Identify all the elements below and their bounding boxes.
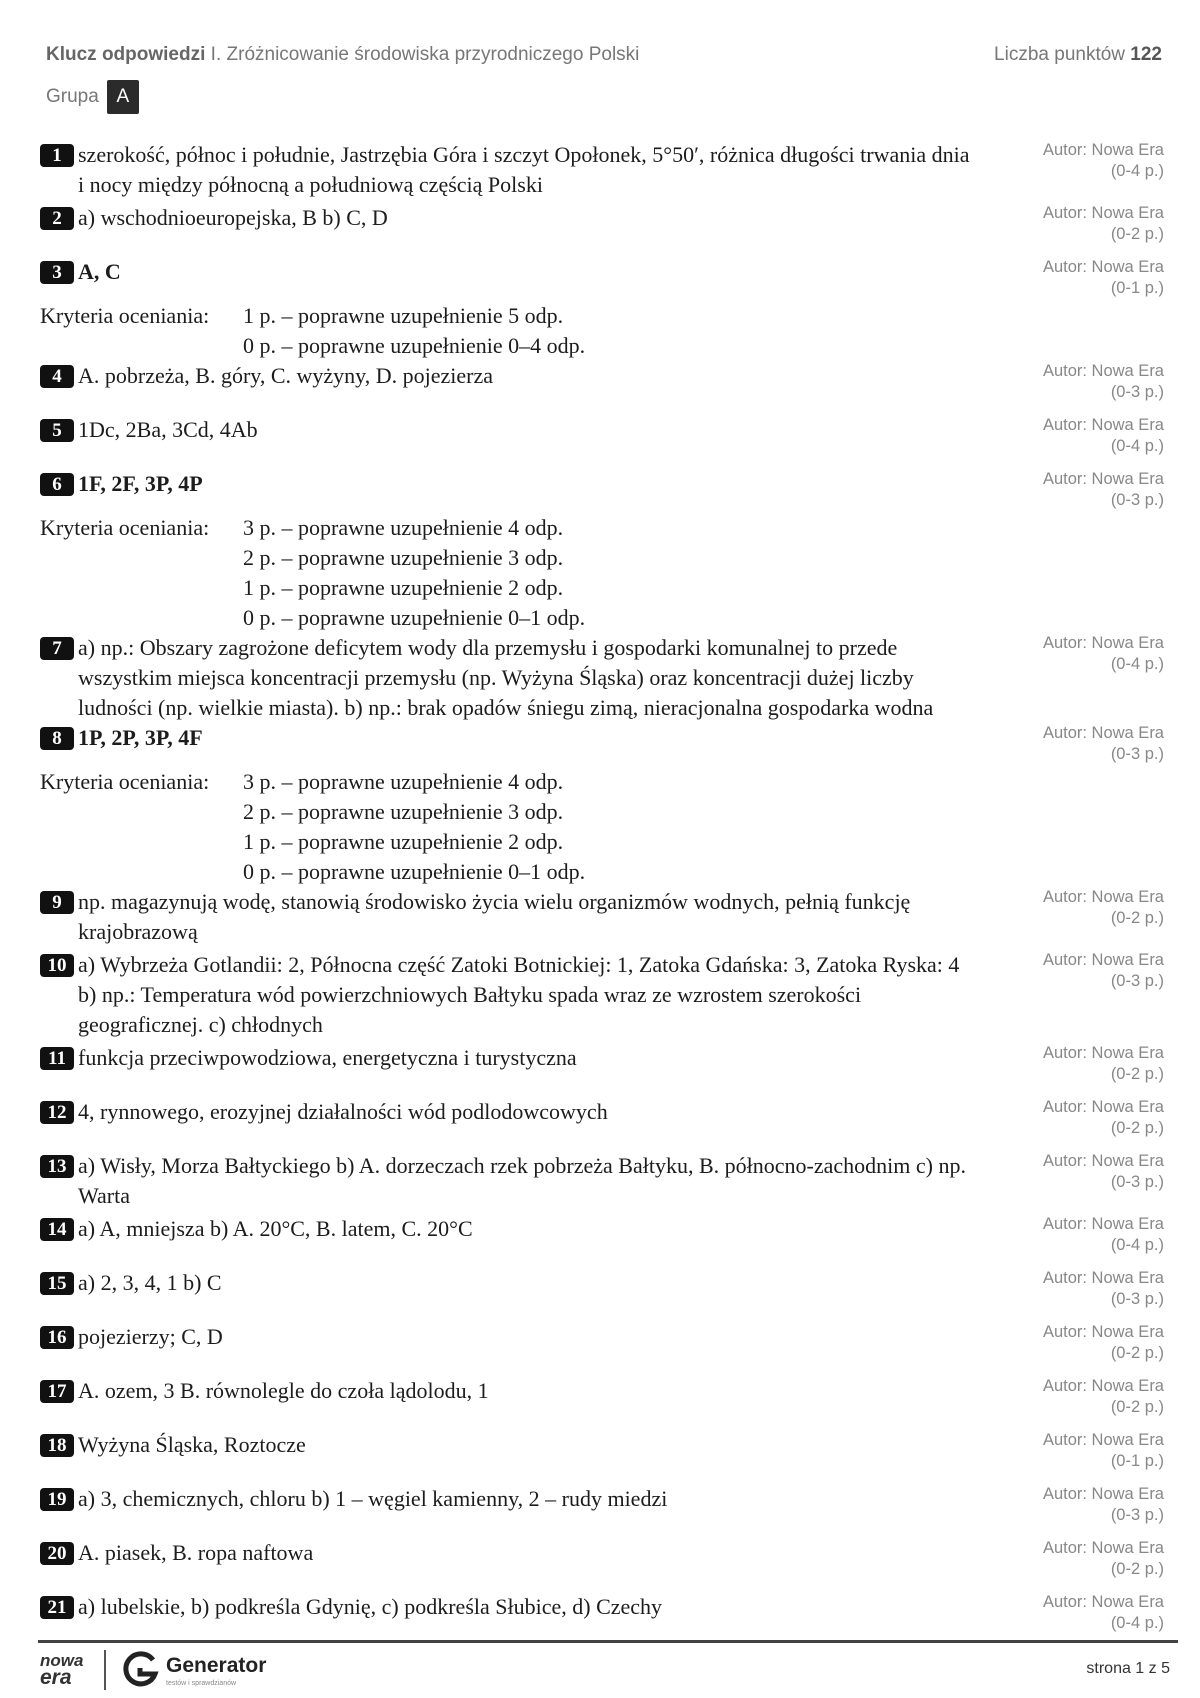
criteria-line: 1 p. – poprawne uzupełnienie 2 odp. [243,575,564,600]
answer-text: funkcja przeciwpowodziowa, energetyczna i turystyczna [78,1045,577,1070]
question-7 [40,633,1164,723]
question-meta: Autor: Nowa Era (0-3 p.) [1042,951,1164,990]
answer-text: 1Dc, 2Ba, 3Cd, 4Ab [78,417,258,442]
logo-separator [104,1650,106,1690]
question-12 [40,1097,1164,1139]
question-meta: Autor: Nowa Era (0-3 p.) [1042,724,1164,763]
question-20 [40,1538,1164,1580]
answer-text: a) np.: Obszary zagrożone deficytem wody dla przemysłu i gospodarki komunalnej to przede wszystkim miejsca koncentracji przemysłu (np. Wyżyna Śląska) oraz koncentracji dużej liczby ludności (np. wielkie miasta). b) np.: brak opadów śniegu zimą, nieracjonalna gospodarka wodna [78,635,934,720]
question-19 [40,1484,1164,1526]
document-title: Klucz odpowiedzi I. Zróżnicowanie środowiska przyrodniczego Polski [46,44,640,65]
question-meta: Autor: Nowa Era (0-3 p.) [1042,1152,1164,1191]
answer-text: 1P, 2P, 3P, 4F [78,725,203,750]
question-meta: Autor: Nowa Era (0-2 p.) [1042,1377,1164,1416]
scoring-criteria [40,301,1164,361]
criteria-line: 3 p. – poprawne uzupełnienie 4 odp. [243,515,564,540]
question-number: 3 [40,261,74,284]
nowa-era-logo: nowa era [40,1651,84,1689]
generator-tagline: testów i sprawdzianów [166,1680,237,1687]
answer-text: a) A, mniejsza b) A. 20°C, B. latem, C. 20°C [78,1216,473,1241]
group-label: Grupa [46,86,99,108]
question-meta: Autor: Nowa Era (0-2 p.) [1042,204,1164,243]
question-meta: Autor: Nowa Era (0-3 p.) [1042,1269,1164,1308]
question-9 [40,887,1164,947]
answer-text: szerokość, północ i południe, Jastrzębia Góra i szczyt Opołonek, 5°50′, różnica długości trwania dnia i nocy między północną a południową częścią Polski [78,142,970,197]
question-meta: Autor: Nowa Era (0-2 p.) [1042,1323,1164,1362]
answer-text: A. ozem, 3 B. równolegle do czoła lądolodu, 1 [78,1378,489,1403]
question-meta: Autor: Nowa Era (0-4 p.) [1042,1593,1164,1632]
answer-text: a) 3, chemicznych, chloru b) 1 – węgiel kamienny, 2 – rudy miedzi [78,1486,668,1511]
generator-wordmark: Generator [166,1654,267,1677]
question-meta: Autor: Nowa Era (0-4 p.) [1042,634,1164,673]
answer-text: np. magazynują wodę, stanowią środowisko życia wielu organizmów wodnych, pełnią funkcję krajobrazową [78,889,911,944]
question-meta: Autor: Nowa Era (0-2 p.) [1042,1539,1164,1578]
question-number: 7 [40,637,74,660]
question-13 [40,1151,1164,1211]
question-18 [40,1430,1164,1472]
answer-text: a) wschodnioeuropejska, B b) C, D [78,205,388,230]
question-2 [40,203,1164,245]
answer-text: A, C [78,259,121,284]
question-number: 6 [40,473,74,496]
question-meta: Autor: Nowa Era (0-4 p.) [1042,416,1164,455]
question-5 [40,415,1164,457]
question-11 [40,1043,1164,1085]
criteria-line: 0 p. – poprawne uzupełnienie 0–1 odp. [243,859,586,884]
question-meta: Autor: Nowa Era (0-2 p.) [1042,888,1164,927]
question-10 [40,950,1164,1040]
answer-text: A. piasek, B. ropa naftowa [78,1540,314,1565]
scoring-criteria [40,513,1164,633]
generator-g-icon [120,1650,160,1690]
criteria-line: 1 p. – poprawne uzupełnienie 5 odp. [243,303,564,328]
criteria-line: 2 p. – poprawne uzupełnienie 3 odp. [243,799,564,824]
answer-text: 1F, 2F, 3P, 4P [78,471,203,496]
question-8 [40,723,1164,765]
question-14 [40,1214,1164,1256]
question-number: 18 [40,1434,74,1457]
question-number: 5 [40,419,74,442]
answer-text: a) Wisły, Morza Bałtyckiego b) A. dorzeczach rzek pobrzeża Bałtyku, B. północno-zachodnim c) np. Warta [78,1153,966,1208]
question-meta: Autor: Nowa Era (0-1 p.) [1042,1431,1164,1470]
question-number: 4 [40,365,74,388]
answer-list [40,140,1164,1634]
criteria-label: Kryteria oceniania: [40,303,210,328]
question-meta: Autor: Nowa Era (0-1 p.) [1042,258,1164,297]
question-number: 10 [40,954,74,977]
question-meta: Autor: Nowa Era (0-4 p.) [1042,1215,1164,1254]
question-1 [40,140,1164,200]
answer-text: a) lubelskie, b) podkreśla Gdynię, c) podkreśla Słubice, d) Czechy [78,1594,663,1619]
question-number: 15 [40,1272,74,1295]
group-badge: A [107,80,139,114]
question-6 [40,469,1164,511]
question-meta: Autor: Nowa Era (0-3 p.) [1042,1485,1164,1524]
question-meta: Autor: Nowa Era (0-3 p.) [1042,470,1164,509]
question-17 [40,1376,1164,1418]
question-meta: Autor: Nowa Era (0-4 p.) [1042,141,1164,180]
criteria-label: Kryteria oceniania: [40,515,210,540]
criteria-line: 0 p. – poprawne uzupełnienie 0–4 odp. [243,333,586,358]
group-indicator [46,80,139,114]
question-21 [40,1592,1164,1634]
question-15 [40,1268,1164,1310]
question-number: 9 [40,891,74,914]
question-meta: Autor: Nowa Era (0-3 p.) [1042,362,1164,401]
question-number: 14 [40,1218,74,1241]
question-number: 19 [40,1488,74,1511]
answer-text: 4, rynnowego, erozyjnej działalności wód podlodowcowych [78,1099,608,1124]
question-number: 1 [40,144,74,167]
answer-text: pojezierzy; C, D [78,1324,223,1349]
question-number: 8 [40,727,74,750]
criteria-line: 0 p. – poprawne uzupełnienie 0–1 odp. [243,605,586,630]
criteria-line: 1 p. – poprawne uzupełnienie 2 odp. [243,829,564,854]
question-number: 12 [40,1101,74,1124]
answer-text: Wyżyna Śląska, Roztocze [78,1432,306,1457]
scoring-criteria [40,767,1164,887]
question-number: 2 [40,207,74,230]
document-header [46,44,1162,66]
criteria-line: 2 p. – poprawne uzupełnienie 3 odp. [243,545,564,570]
footer-divider [38,1640,1178,1643]
page-footer [38,1640,1178,1689]
question-number: 16 [40,1326,74,1349]
page-number: strona 1 z 5 [1086,1660,1170,1677]
question-number: 17 [40,1380,74,1403]
criteria-line: 3 p. – poprawne uzupełnienie 4 odp. [243,769,564,794]
question-4 [40,361,1164,403]
answer-text: a) 2, 3, 4, 1 b) C [78,1270,222,1295]
question-meta: Autor: Nowa Era (0-2 p.) [1042,1044,1164,1083]
answer-text: a) Wybrzeża Gotlandii: 2, Północna część Zatoki Botnickiej: 1, Zatoka Gdańska: 3, Zatoka Ryska: 4 b) np.: Temperatura wód powierzchniowych Bałtyku spada wraz ze wzrostem szerokości geograficznej. c) chłodnych [78,952,960,1037]
question-number: 20 [40,1542,74,1565]
answer-text: A. pobrzeża, B. góry, C. wyżyny, D. pojezierza [78,363,494,388]
total-points: Liczba punktów 122 [994,44,1162,65]
question-number: 21 [40,1596,74,1619]
question-3 [40,257,1164,299]
criteria-label: Kryteria oceniania: [40,769,210,794]
question-number: 11 [40,1047,74,1070]
question-number: 13 [40,1155,74,1178]
question-meta: Autor: Nowa Era (0-2 p.) [1042,1098,1164,1137]
question-16 [40,1322,1164,1364]
